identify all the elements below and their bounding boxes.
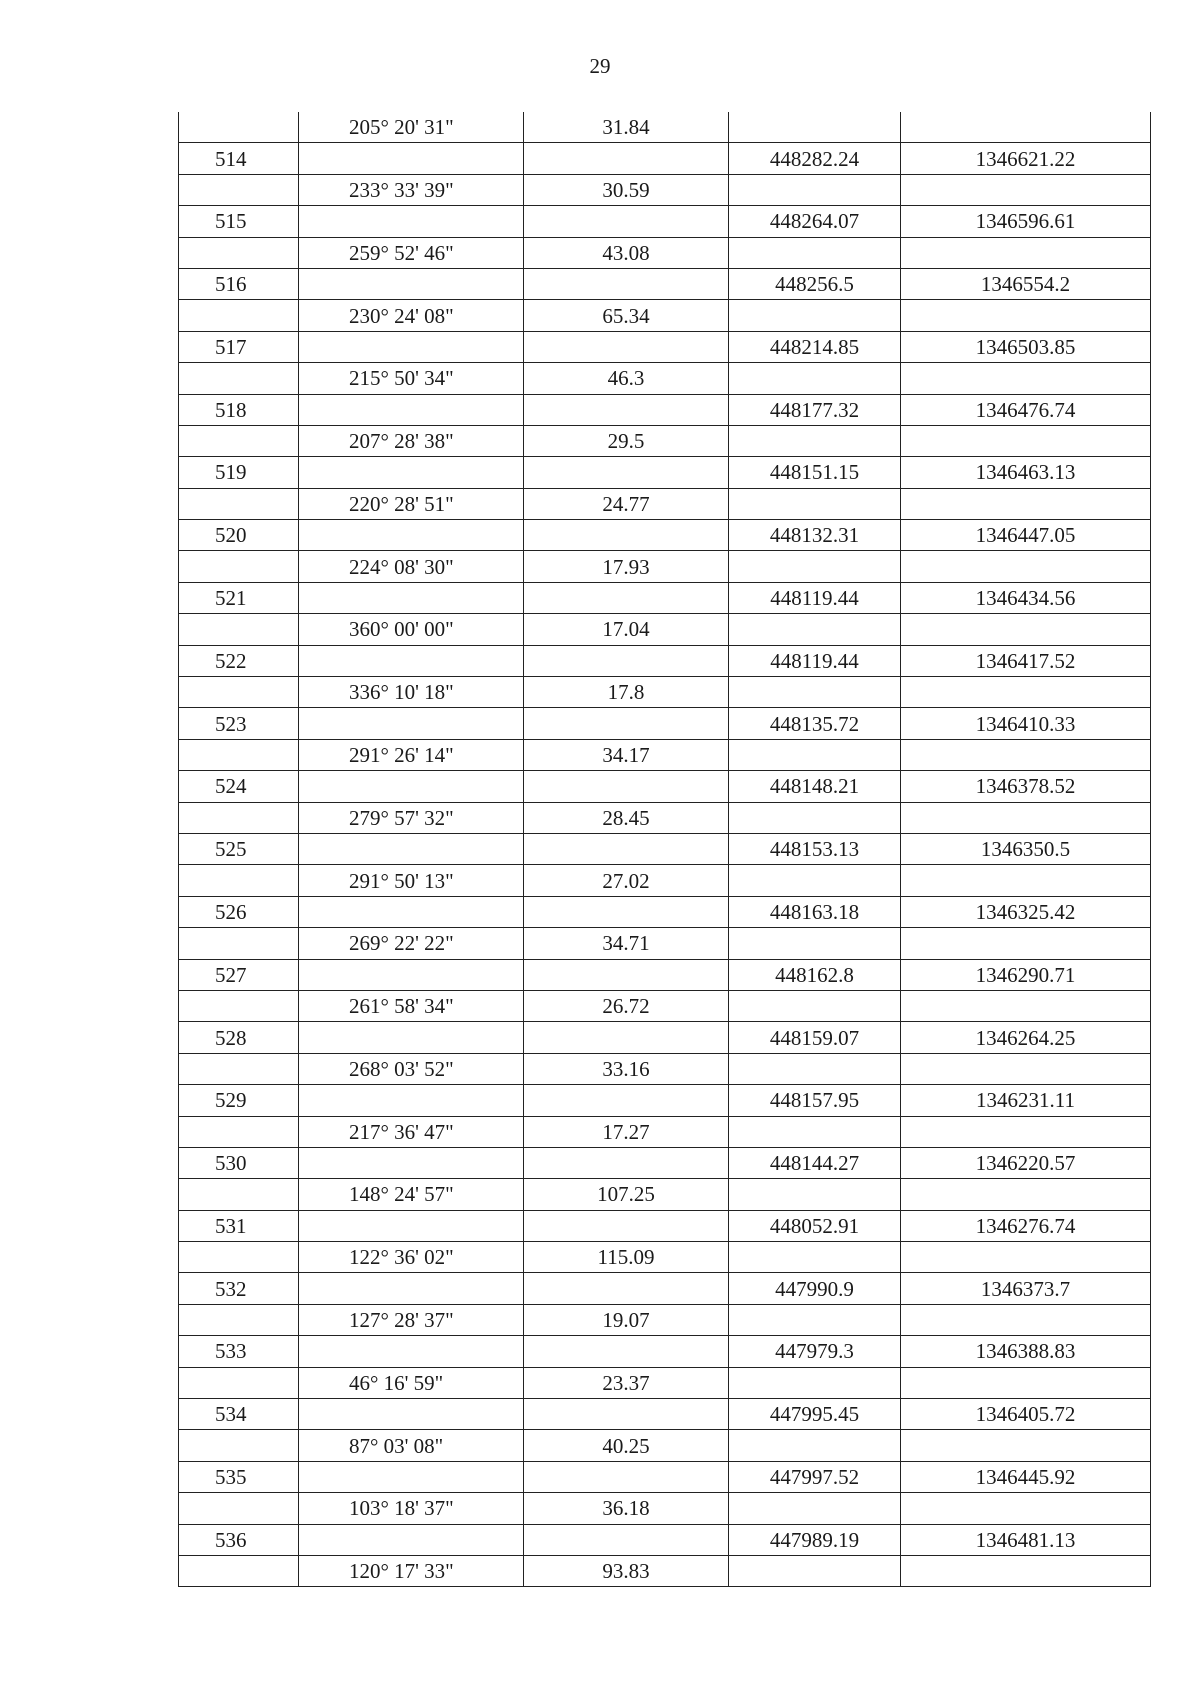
- distance-cell: [524, 708, 729, 739]
- point-id-cell: [179, 174, 299, 205]
- distance-cell: [524, 268, 729, 299]
- leg-row: [179, 677, 1151, 708]
- x-coordinate-cell: 447997.52: [729, 1461, 901, 1492]
- point-id-cell: [179, 300, 299, 331]
- bearing-cell: 215° 50' 34": [299, 363, 524, 394]
- x-coordinate-cell: [729, 928, 901, 959]
- leg-row: [179, 990, 1151, 1021]
- point-row: [179, 1147, 1151, 1178]
- point-id-cell: [179, 237, 299, 268]
- y-coordinate-cell: 1346373.7: [901, 1273, 1151, 1304]
- y-coordinate-cell: [901, 1555, 1151, 1586]
- point-id-cell: 533: [179, 1336, 299, 1367]
- y-coordinate-cell: 1346447.05: [901, 520, 1151, 551]
- bearing-cell: [299, 331, 524, 362]
- x-coordinate-cell: 447989.19: [729, 1524, 901, 1555]
- point-id-cell: [179, 1179, 299, 1210]
- bearing-cell: 291° 26' 14": [299, 739, 524, 770]
- x-coordinate-cell: 448135.72: [729, 708, 901, 739]
- bearing-cell: [299, 1085, 524, 1116]
- bearing-cell: 220° 28' 51": [299, 488, 524, 519]
- point-id-cell: 526: [179, 896, 299, 927]
- y-coordinate-cell: [901, 1367, 1151, 1398]
- distance-cell: 43.08: [524, 237, 729, 268]
- y-coordinate-cell: [901, 990, 1151, 1021]
- point-id-cell: [179, 739, 299, 770]
- bearing-cell: 217° 36' 47": [299, 1116, 524, 1147]
- y-coordinate-cell: [901, 1116, 1151, 1147]
- point-row: [179, 1210, 1151, 1241]
- distance-cell: 19.07: [524, 1304, 729, 1335]
- distance-cell: 30.59: [524, 174, 729, 205]
- bearing-cell: [299, 1461, 524, 1492]
- distance-cell: [524, 645, 729, 676]
- bearing-cell: 103° 18' 37": [299, 1493, 524, 1524]
- distance-cell: [524, 1210, 729, 1241]
- point-row: [179, 582, 1151, 613]
- point-row: [179, 520, 1151, 551]
- y-coordinate-cell: 1346264.25: [901, 1022, 1151, 1053]
- y-coordinate-cell: 1346434.56: [901, 582, 1151, 613]
- point-id-cell: 518: [179, 394, 299, 425]
- leg-row: [179, 802, 1151, 833]
- bearing-cell: 205° 20' 31": [299, 112, 524, 143]
- point-id-cell: [179, 1367, 299, 1398]
- bearing-cell: 336° 10' 18": [299, 677, 524, 708]
- leg-row: [179, 237, 1151, 268]
- x-coordinate-cell: 448153.13: [729, 833, 901, 864]
- bearing-cell: 269° 22' 22": [299, 928, 524, 959]
- distance-cell: 28.45: [524, 802, 729, 833]
- x-coordinate-cell: 447990.9: [729, 1273, 901, 1304]
- y-coordinate-cell: [901, 739, 1151, 770]
- leg-row: [179, 1555, 1151, 1586]
- leg-row: [179, 1304, 1151, 1335]
- y-coordinate-cell: [901, 1242, 1151, 1273]
- distance-cell: [524, 1273, 729, 1304]
- bearing-cell: 224° 08' 30": [299, 551, 524, 582]
- bearing-cell: [299, 1147, 524, 1178]
- point-id-cell: [179, 1555, 299, 1586]
- point-row: [179, 206, 1151, 237]
- x-coordinate-cell: [729, 614, 901, 645]
- bearing-cell: [299, 833, 524, 864]
- x-coordinate-cell: 448264.07: [729, 206, 901, 237]
- x-coordinate-cell: 448157.95: [729, 1085, 901, 1116]
- point-id-cell: 532: [179, 1273, 299, 1304]
- distance-cell: 17.8: [524, 677, 729, 708]
- point-id-cell: 528: [179, 1022, 299, 1053]
- y-coordinate-cell: [901, 1179, 1151, 1210]
- y-coordinate-cell: [901, 1493, 1151, 1524]
- x-coordinate-cell: [729, 551, 901, 582]
- bearing-cell: [299, 896, 524, 927]
- page-number: 29: [589, 54, 611, 78]
- bearing-cell: [299, 645, 524, 676]
- x-coordinate-cell: [729, 1053, 901, 1084]
- bearing-cell: [299, 1273, 524, 1304]
- point-row: [179, 1022, 1151, 1053]
- distance-cell: 34.71: [524, 928, 729, 959]
- point-row: [179, 708, 1151, 739]
- distance-cell: 17.04: [524, 614, 729, 645]
- y-coordinate-cell: 1346463.13: [901, 457, 1151, 488]
- leg-row: [179, 1367, 1151, 1398]
- distance-cell: [524, 582, 729, 613]
- y-coordinate-cell: 1346290.71: [901, 959, 1151, 990]
- bearing-cell: [299, 959, 524, 990]
- point-id-cell: 535: [179, 1461, 299, 1492]
- distance-cell: 27.02: [524, 865, 729, 896]
- bearing-cell: [299, 143, 524, 174]
- y-coordinate-cell: 1346554.2: [901, 268, 1151, 299]
- x-coordinate-cell: [729, 1430, 901, 1461]
- y-coordinate-cell: [901, 614, 1151, 645]
- leg-row: [179, 1430, 1151, 1461]
- bearing-cell: [299, 1022, 524, 1053]
- y-coordinate-cell: [901, 865, 1151, 896]
- point-id-cell: [179, 1116, 299, 1147]
- point-id-cell: [179, 488, 299, 519]
- y-coordinate-cell: 1346476.74: [901, 394, 1151, 425]
- bearing-cell: 87° 03' 08": [299, 1430, 524, 1461]
- y-coordinate-cell: [901, 488, 1151, 519]
- x-coordinate-cell: 448119.44: [729, 645, 901, 676]
- distance-cell: 17.27: [524, 1116, 729, 1147]
- point-id-cell: [179, 363, 299, 394]
- leg-row: [179, 928, 1151, 959]
- bearing-cell: [299, 394, 524, 425]
- bearing-cell: [299, 1399, 524, 1430]
- bearing-cell: 233° 33' 39": [299, 174, 524, 205]
- y-coordinate-cell: 1346378.52: [901, 771, 1151, 802]
- point-row: [179, 1273, 1151, 1304]
- distance-cell: [524, 457, 729, 488]
- bearing-cell: [299, 520, 524, 551]
- x-coordinate-cell: 448159.07: [729, 1022, 901, 1053]
- distance-cell: [524, 1524, 729, 1555]
- point-row: [179, 833, 1151, 864]
- point-id-cell: [179, 677, 299, 708]
- leg-row: [179, 112, 1151, 143]
- point-id-cell: [179, 1493, 299, 1524]
- x-coordinate-cell: [729, 1242, 901, 1273]
- distance-cell: [524, 1336, 729, 1367]
- y-coordinate-cell: [901, 1304, 1151, 1335]
- distance-cell: 93.83: [524, 1555, 729, 1586]
- x-coordinate-cell: 448119.44: [729, 582, 901, 613]
- y-coordinate-cell: 1346325.42: [901, 896, 1151, 927]
- leg-row: [179, 551, 1151, 582]
- bearing-cell: 120° 17' 33": [299, 1555, 524, 1586]
- point-id-cell: 520: [179, 520, 299, 551]
- bearing-cell: 207° 28' 38": [299, 425, 524, 456]
- point-row: [179, 771, 1151, 802]
- distance-cell: 36.18: [524, 1493, 729, 1524]
- point-id-cell: 536: [179, 1524, 299, 1555]
- distance-cell: 46.3: [524, 363, 729, 394]
- bearing-cell: [299, 708, 524, 739]
- y-coordinate-cell: [901, 928, 1151, 959]
- x-coordinate-cell: [729, 1493, 901, 1524]
- point-id-cell: 523: [179, 708, 299, 739]
- bearing-cell: [299, 268, 524, 299]
- point-row: [179, 331, 1151, 362]
- leg-row: [179, 1179, 1151, 1210]
- coordinate-table: [178, 112, 1151, 1587]
- x-coordinate-cell: [729, 1367, 901, 1398]
- point-id-cell: [179, 1053, 299, 1084]
- point-id-cell: 517: [179, 331, 299, 362]
- y-coordinate-cell: [901, 1430, 1151, 1461]
- leg-row: [179, 174, 1151, 205]
- distance-cell: [524, 1022, 729, 1053]
- x-coordinate-cell: 448132.31: [729, 520, 901, 551]
- x-coordinate-cell: [729, 1179, 901, 1210]
- leg-row: [179, 739, 1151, 770]
- x-coordinate-cell: 448282.24: [729, 143, 901, 174]
- leg-row: [179, 865, 1151, 896]
- x-coordinate-cell: [729, 363, 901, 394]
- bearing-cell: 230° 24' 08": [299, 300, 524, 331]
- x-coordinate-cell: 448144.27: [729, 1147, 901, 1178]
- distance-cell: 26.72: [524, 990, 729, 1021]
- distance-cell: 33.16: [524, 1053, 729, 1084]
- distance-cell: [524, 959, 729, 990]
- distance-cell: 115.09: [524, 1242, 729, 1273]
- y-coordinate-cell: [901, 300, 1151, 331]
- bearing-cell: 360° 00' 00": [299, 614, 524, 645]
- x-coordinate-cell: [729, 1304, 901, 1335]
- bearing-cell: [299, 1210, 524, 1241]
- point-row: [179, 394, 1151, 425]
- y-coordinate-cell: [901, 677, 1151, 708]
- bearing-cell: 148° 24' 57": [299, 1179, 524, 1210]
- bearing-cell: [299, 206, 524, 237]
- point-id-cell: 530: [179, 1147, 299, 1178]
- point-id-cell: [179, 425, 299, 456]
- point-id-cell: [179, 802, 299, 833]
- point-id-cell: 514: [179, 143, 299, 174]
- point-id-cell: 521: [179, 582, 299, 613]
- point-id-cell: 522: [179, 645, 299, 676]
- bearing-cell: [299, 1336, 524, 1367]
- distance-cell: [524, 331, 729, 362]
- y-coordinate-cell: 1346481.13: [901, 1524, 1151, 1555]
- y-coordinate-cell: 1346231.11: [901, 1085, 1151, 1116]
- distance-cell: [524, 394, 729, 425]
- distance-cell: 23.37: [524, 1367, 729, 1398]
- point-id-cell: 525: [179, 833, 299, 864]
- x-coordinate-cell: 448162.8: [729, 959, 901, 990]
- y-coordinate-cell: 1346417.52: [901, 645, 1151, 676]
- distance-cell: 40.25: [524, 1430, 729, 1461]
- point-id-cell: [179, 990, 299, 1021]
- bearing-cell: 261° 58' 34": [299, 990, 524, 1021]
- point-id-cell: [179, 1242, 299, 1273]
- x-coordinate-cell: 448177.32: [729, 394, 901, 425]
- point-row: [179, 645, 1151, 676]
- leg-row: [179, 614, 1151, 645]
- x-coordinate-cell: 447979.3: [729, 1336, 901, 1367]
- distance-cell: 17.93: [524, 551, 729, 582]
- y-coordinate-cell: [901, 1053, 1151, 1084]
- point-row: [179, 1336, 1151, 1367]
- distance-cell: [524, 1085, 729, 1116]
- leg-row: [179, 1116, 1151, 1147]
- point-id-cell: 519: [179, 457, 299, 488]
- leg-row: [179, 425, 1151, 456]
- y-coordinate-cell: 1346276.74: [901, 1210, 1151, 1241]
- coordinate-table-body: [179, 112, 1151, 1587]
- x-coordinate-cell: 448163.18: [729, 896, 901, 927]
- leg-row: [179, 488, 1151, 519]
- point-id-cell: 529: [179, 1085, 299, 1116]
- point-id-cell: 524: [179, 771, 299, 802]
- bearing-cell: [299, 582, 524, 613]
- point-id-cell: 534: [179, 1399, 299, 1430]
- leg-row: [179, 1053, 1151, 1084]
- point-id-cell: [179, 865, 299, 896]
- bearing-cell: 268° 03' 52": [299, 1053, 524, 1084]
- y-coordinate-cell: [901, 237, 1151, 268]
- bearing-cell: 127° 28' 37": [299, 1304, 524, 1335]
- point-row: [179, 457, 1151, 488]
- x-coordinate-cell: 448052.91: [729, 1210, 901, 1241]
- x-coordinate-cell: [729, 865, 901, 896]
- y-coordinate-cell: [901, 174, 1151, 205]
- point-id-cell: 515: [179, 206, 299, 237]
- point-row: [179, 896, 1151, 927]
- y-coordinate-cell: [901, 425, 1151, 456]
- point-row: [179, 1461, 1151, 1492]
- x-coordinate-cell: [729, 237, 901, 268]
- x-coordinate-cell: [729, 174, 901, 205]
- distance-cell: 29.5: [524, 425, 729, 456]
- y-coordinate-cell: [901, 551, 1151, 582]
- y-coordinate-cell: 1346410.33: [901, 708, 1151, 739]
- x-coordinate-cell: 448148.21: [729, 771, 901, 802]
- y-coordinate-cell: 1346445.92: [901, 1461, 1151, 1492]
- leg-row: [179, 1493, 1151, 1524]
- distance-cell: [524, 771, 729, 802]
- y-coordinate-cell: 1346388.83: [901, 1336, 1151, 1367]
- y-coordinate-cell: 1346621.22: [901, 143, 1151, 174]
- x-coordinate-cell: [729, 739, 901, 770]
- leg-row: [179, 363, 1151, 394]
- y-coordinate-cell: 1346350.5: [901, 833, 1151, 864]
- x-coordinate-cell: [729, 112, 901, 143]
- x-coordinate-cell: [729, 425, 901, 456]
- distance-cell: 24.77: [524, 488, 729, 519]
- distance-cell: [524, 1147, 729, 1178]
- bearing-cell: [299, 771, 524, 802]
- point-id-cell: [179, 1430, 299, 1461]
- y-coordinate-cell: 1346405.72: [901, 1399, 1151, 1430]
- x-coordinate-cell: 447995.45: [729, 1399, 901, 1430]
- distance-cell: [524, 143, 729, 174]
- leg-row: [179, 300, 1151, 331]
- distance-cell: 31.84: [524, 112, 729, 143]
- y-coordinate-cell: [901, 802, 1151, 833]
- point-id-cell: [179, 1304, 299, 1335]
- y-coordinate-cell: 1346596.61: [901, 206, 1151, 237]
- bearing-cell: [299, 1524, 524, 1555]
- x-coordinate-cell: [729, 1116, 901, 1147]
- distance-cell: [524, 1399, 729, 1430]
- y-coordinate-cell: [901, 363, 1151, 394]
- distance-cell: 65.34: [524, 300, 729, 331]
- point-id-cell: [179, 551, 299, 582]
- point-id-cell: [179, 112, 299, 143]
- point-row: [179, 959, 1151, 990]
- point-id-cell: [179, 614, 299, 645]
- distance-cell: 34.17: [524, 739, 729, 770]
- distance-cell: 107.25: [524, 1179, 729, 1210]
- point-row: [179, 1399, 1151, 1430]
- x-coordinate-cell: 448151.15: [729, 457, 901, 488]
- point-row: [179, 143, 1151, 174]
- distance-cell: [524, 1461, 729, 1492]
- distance-cell: [524, 896, 729, 927]
- point-row: [179, 268, 1151, 299]
- y-coordinate-cell: 1346503.85: [901, 331, 1151, 362]
- x-coordinate-cell: 448256.5: [729, 268, 901, 299]
- y-coordinate-cell: 1346220.57: [901, 1147, 1151, 1178]
- distance-cell: [524, 520, 729, 551]
- point-row: [179, 1085, 1151, 1116]
- bearing-cell: 291° 50' 13": [299, 865, 524, 896]
- point-id-cell: [179, 928, 299, 959]
- x-coordinate-cell: [729, 802, 901, 833]
- bearing-cell: [299, 457, 524, 488]
- x-coordinate-cell: [729, 1555, 901, 1586]
- x-coordinate-cell: [729, 990, 901, 1021]
- distance-cell: [524, 206, 729, 237]
- x-coordinate-cell: 448214.85: [729, 331, 901, 362]
- x-coordinate-cell: [729, 488, 901, 519]
- bearing-cell: 259° 52' 46": [299, 237, 524, 268]
- x-coordinate-cell: [729, 677, 901, 708]
- y-coordinate-cell: [901, 112, 1151, 143]
- leg-row: [179, 1242, 1151, 1273]
- distance-cell: [524, 833, 729, 864]
- bearing-cell: 122° 36' 02": [299, 1242, 524, 1273]
- bearing-cell: 279° 57' 32": [299, 802, 524, 833]
- point-id-cell: 516: [179, 268, 299, 299]
- point-id-cell: 527: [179, 959, 299, 990]
- point-id-cell: 531: [179, 1210, 299, 1241]
- bearing-cell: 46° 16' 59": [299, 1367, 524, 1398]
- x-coordinate-cell: [729, 300, 901, 331]
- point-row: [179, 1524, 1151, 1555]
